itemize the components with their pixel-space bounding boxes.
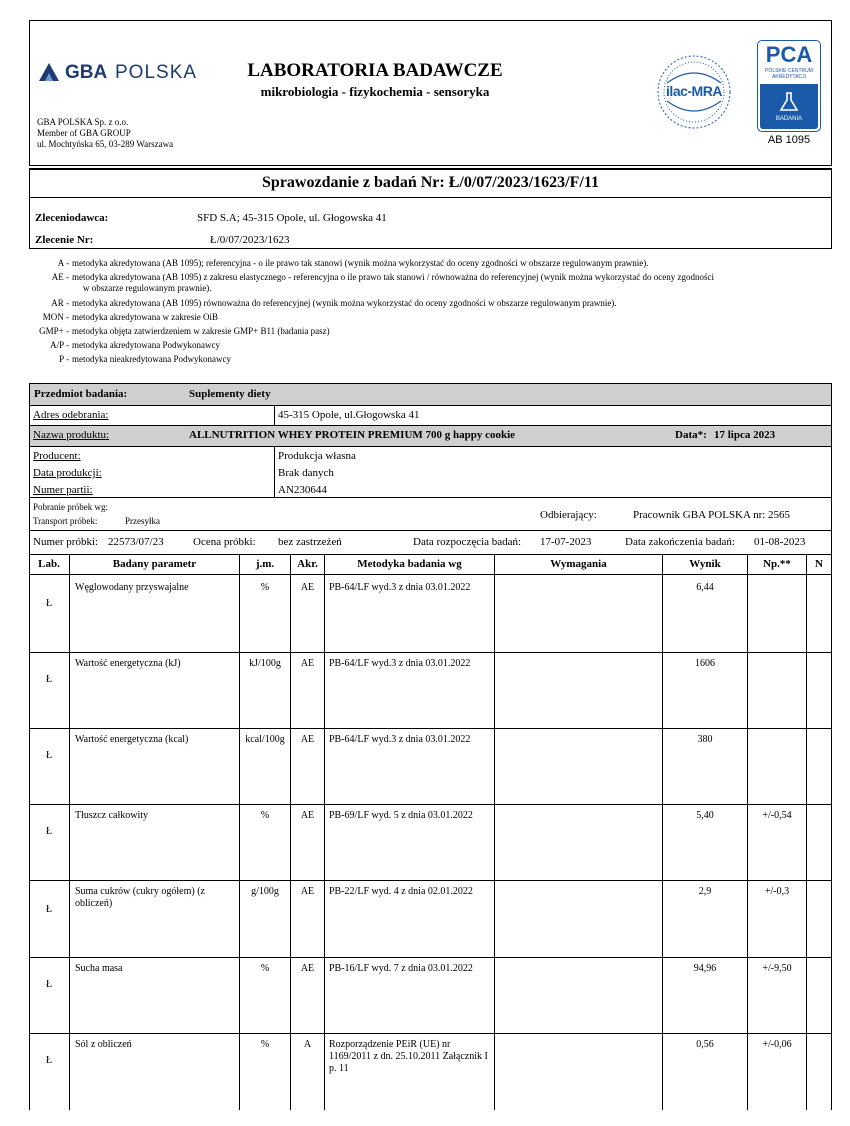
cell-method: Rozporządzenie PEiR (UE) nr 1169/2011 z dn. 25.10.2011 Załącznik I p. 11 [329, 1039, 488, 1074]
cell-method: PB-22/LF wyd. 4 z dnia 02.01.2022 [329, 886, 473, 897]
col-header-unit: j.m. [255, 558, 275, 570]
ab-number: AB 1095 [767, 134, 811, 146]
client-box [29, 197, 832, 249]
legend-text: metodyka akredytowana (AB 1095); referencyjna - o ile prawo tak stanowi (wynik można wykorzystać do oceny zgodności w obszarze regulowanym prawnie). [72, 258, 649, 268]
table-row [29, 574, 832, 652]
pca-logo [757, 40, 821, 132]
cell-lab: Ł [45, 826, 53, 837]
address-value: 45-315 Opole, ul.Głogowska 41 [278, 409, 420, 421]
product-value: ALLNUTRITION WHEY PROTEIN PREMIUM 700 g happy cookie [189, 429, 516, 441]
prod-date-label: Data produkcji: [33, 467, 102, 479]
col-header-method: Metodyka badania wg [357, 558, 462, 570]
legend-code: P - [59, 354, 69, 364]
pca-title: PCA [765, 42, 813, 67]
address-label: Adres odebrania: [33, 409, 109, 421]
ilac-mra-logo [655, 53, 733, 131]
cell-lab: Ł [45, 1055, 53, 1066]
sample-no-value: 22573/07/23 [108, 536, 164, 548]
cell-unit: kJ/100g [249, 658, 281, 669]
legend-text: metodyka nieakredytowana Podwykonawcy [72, 354, 231, 364]
pca-badania: BADANIA [775, 116, 803, 122]
col-header-req: Wymagania [550, 558, 607, 570]
cell-method: PB-16/LF wyd. 7 z dnia 03.01.2022 [329, 963, 473, 974]
end-label: Data zakończenia badań: [625, 536, 735, 548]
producer-label: Producent: [33, 450, 81, 462]
cell-unit: % [260, 1039, 270, 1050]
cell-result: 94,96 [693, 963, 717, 974]
table-row [29, 880, 832, 957]
gba-brand-bold: GBA [65, 62, 108, 83]
legend-text-cont: w obszarze regulowanym prawnie). [83, 283, 212, 293]
cell-np: +/-0,3 [764, 886, 790, 897]
company-line: ul. Mochtyńska 65, 03-289 Warszawa [37, 139, 174, 149]
order-label: Zlecenie Nr: [35, 234, 94, 246]
cell-method: PB-64/LF wyd.3 z dnia 03.01.2022 [329, 582, 471, 593]
legend-text: metodyka akredytowana w zakresie OiB [72, 312, 218, 322]
legend-text: metodyka akredytowana (AB 1095) z zakresu elastycznego - referencyjna o ile prawo tak stanowi / równoważna do referencyjnej (wynik można wykorzystać do oceny zgodności [72, 272, 715, 282]
col-header-lab: Lab. [38, 558, 60, 570]
cell-result: 0,56 [696, 1039, 714, 1050]
producer-value: Produkcja własna [278, 450, 356, 462]
gba-brand-light: POLSKA [115, 62, 198, 83]
cell-unit: g/100g [251, 886, 279, 897]
cell-method: PB-69/LF wyd. 5 z dnia 03.01.2022 [329, 810, 473, 821]
table-row [29, 728, 832, 804]
cell-np: +/-9,50 [762, 963, 792, 974]
cell-param: Sucha masa [75, 963, 123, 974]
start-value: 17-07-2023 [540, 536, 592, 548]
subject-label: Przedmiot badania: [34, 388, 128, 400]
client-value: SFD S.A; 45-315 Opole, ul. Głogowska 41 [197, 212, 387, 224]
pca-blue-panel [760, 84, 818, 129]
cell-unit: kcal/100g [245, 734, 285, 745]
col-header-n: N [815, 558, 823, 570]
legend-text: metodyka akredytowana Podwykonawcy [72, 340, 220, 350]
order-value: Ł/0/07/2023/1623 [210, 234, 290, 246]
cell-np: +/-0,54 [762, 810, 792, 821]
table-row [29, 804, 832, 880]
sample-no-label: Numer próbki: [33, 536, 99, 548]
gba-logo-icon [37, 61, 63, 83]
subject-value: Suplementy diety [189, 388, 271, 400]
table-row [29, 1033, 832, 1110]
legend-code: MON - [42, 312, 69, 322]
cell-unit: % [260, 582, 270, 593]
lab-title: LABORATORIA BADAWCZE [247, 60, 503, 81]
legend-text: metodyka akredytowana (AB 1095) równoważna do referencyjnej (wynik można wykorzystać do oceny zgodności w obszarze regulowanym prawnie). [72, 298, 617, 308]
cell-akr: AE [300, 734, 315, 745]
legend-text: metodyka objęta zatwierdzeniem w zakresie GMP+ B11 (badania pasz) [72, 326, 330, 336]
cell-param: Wartość energetyczna (kJ) [75, 658, 181, 669]
flask-icon [777, 90, 801, 114]
col-header-param: Badany parametr [112, 558, 197, 570]
cell-lab: Ł [45, 979, 53, 990]
batch-label: Numer partii: [33, 484, 93, 496]
date-value: 17 lipca 2023 [714, 429, 776, 441]
date-label: Data*: [675, 429, 707, 441]
cell-param: Suma cukrów (cukry ogółem) (z obliczeń) [75, 886, 205, 909]
sampling-label: Pobranie próbek wg: [33, 502, 108, 512]
cell-akr: AE [300, 658, 315, 669]
legend-code: AE - [51, 272, 69, 282]
cell-np: +/-0,06 [762, 1039, 792, 1050]
transport-label: Transport próbek: [33, 516, 98, 526]
lab-subtitle: mikrobiologia - fizykochemia - sensoryka [260, 84, 490, 99]
report-title: Sprawozdanie z badań Nr: Ł/0/07/2023/1623/F/11 [262, 174, 599, 191]
batch-value: AN230644 [278, 484, 327, 496]
table-row [29, 957, 832, 1033]
assessment-value: bez zastrzeżeń [278, 536, 342, 548]
transport-value: Przesyłka [125, 516, 160, 526]
cell-akr: AE [300, 963, 315, 974]
cell-param: Wartość energetyczna (kcal) [75, 734, 189, 745]
legend-code: GMP+ - [39, 326, 69, 336]
cell-lab: Ł [45, 598, 53, 609]
cell-result: 1606 [695, 658, 715, 669]
cell-akr: A [303, 1039, 312, 1050]
gba-logo [37, 60, 207, 86]
prod-date-value: Brak danych [278, 467, 334, 479]
cell-result: 5,40 [696, 810, 714, 821]
subject-band [30, 384, 831, 405]
cell-lab: Ł [45, 904, 53, 915]
assessment-label: Ocena próbki: [193, 536, 256, 548]
company-line: Member of GBA GROUP [37, 128, 131, 138]
cell-result: 6,44 [696, 582, 714, 593]
cell-akr: AE [300, 582, 315, 593]
legend-code: A/P - [50, 340, 69, 350]
product-label: Nazwa produktu: [33, 429, 110, 441]
company-address [37, 117, 237, 150]
cell-method: PB-64/LF wyd.3 z dnia 03.01.2022 [329, 658, 471, 669]
col-header-akr: Akr. [297, 558, 318, 570]
receiver-value: Pracownik GBA POLSKA nr: 2565 [633, 509, 791, 521]
company-line: GBA POLSKA Sp. z o.o. [37, 117, 129, 127]
cell-method: PB-64/LF wyd.3 z dnia 03.01.2022 [329, 734, 471, 745]
legend-code: A - [57, 258, 69, 268]
cell-unit: % [260, 963, 270, 974]
cell-param: Sól z obliczeń [75, 1039, 132, 1050]
cell-lab: Ł [45, 750, 53, 761]
cell-param: Węglowodany przyswajalne [75, 582, 189, 593]
receiver-label: Odbierający: [540, 509, 597, 521]
cell-result: 2,9 [698, 886, 712, 897]
col-header-result: Wynik [689, 558, 721, 570]
col-header-np: Np.** [763, 558, 791, 570]
pca-subtitle: POLSKIE CENTRUM AKREDYTACJI [765, 68, 813, 80]
cell-lab: Ł [45, 674, 53, 685]
cell-param: Tłuszcz całkowity [75, 810, 149, 821]
client-label: Zleceniodawca: [35, 212, 109, 224]
table-row [29, 652, 832, 728]
cell-akr: AE [300, 810, 315, 821]
cell-akr: AE [300, 886, 315, 897]
cell-unit: % [260, 810, 270, 821]
start-label: Data rozpoczęcia badań: [413, 536, 522, 548]
ilac-text: ilac-MRA [666, 83, 722, 99]
cell-result: 380 [697, 734, 713, 745]
legend-code: AR - [51, 298, 69, 308]
end-value: 01-08-2023 [754, 536, 806, 548]
